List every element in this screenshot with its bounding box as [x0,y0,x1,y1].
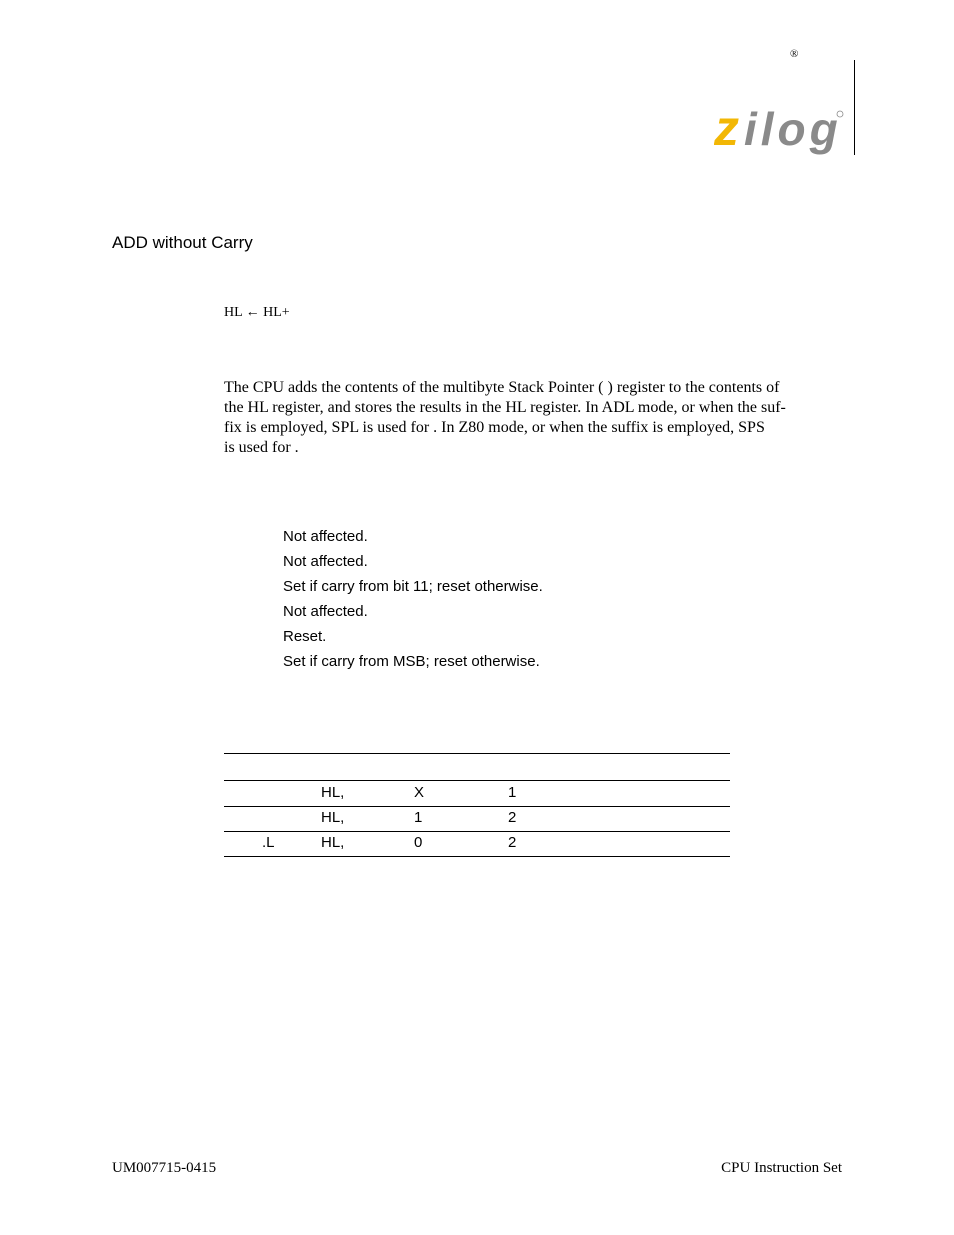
cell-cycles: 2 [508,834,517,851]
cell-cycles: 1 [508,784,517,801]
cell-suffix: .L [262,834,275,851]
description-line: the HL register, and stores the results in the HL register. In ADL mode, or when the suf- [224,399,786,416]
footer-section-name: CPU Instruction Set [721,1160,842,1176]
cell-operand: HL, [321,784,345,801]
description-line: The CPU adds the contents of the multibyte Stack Pointer ( ) register to the contents of [224,379,780,396]
section-title: ADD without Carry [112,233,253,252]
flag-z-effect: Not affected. [283,553,368,570]
table-rule-bottom [224,856,730,857]
zilog-logo-ilog: ilog [744,103,842,155]
header-divider [854,60,855,155]
description-line: fix is employed, SPL is used for . In Z80 mode, or when the suffix is employed, SPS [224,419,765,436]
footer-doc-number: UM007715-0415 [112,1160,217,1176]
cell-adl: X [414,784,425,801]
description-line: is used for . [224,439,299,456]
flag-pv-effect: Not affected. [283,603,368,620]
zilog-logo [714,100,844,162]
registered-mark: ® [790,48,799,60]
table-rule [224,806,730,807]
cell-cycles: 2 [508,809,517,826]
cell-adl: 0 [414,834,423,851]
description [224,378,842,458]
zilog-logo-z: z [714,100,739,156]
cell-operand: HL, [321,834,345,851]
flag-c-effect: Set if carry from MSB; reset otherwise. [283,653,540,670]
cell-operand: HL, [321,809,345,826]
cell-adl: 1 [414,809,423,826]
flag-s-effect: Not affected. [283,528,368,545]
flag-h-effect: Set if carry from bit 11; reset otherwise. [283,578,543,595]
table-rule [224,831,730,832]
table-rule-header [224,780,730,781]
operation-formula: HL ← HL+ [224,305,290,320]
table-rule-top [224,753,730,754]
flag-n-effect: Reset. [283,628,327,645]
